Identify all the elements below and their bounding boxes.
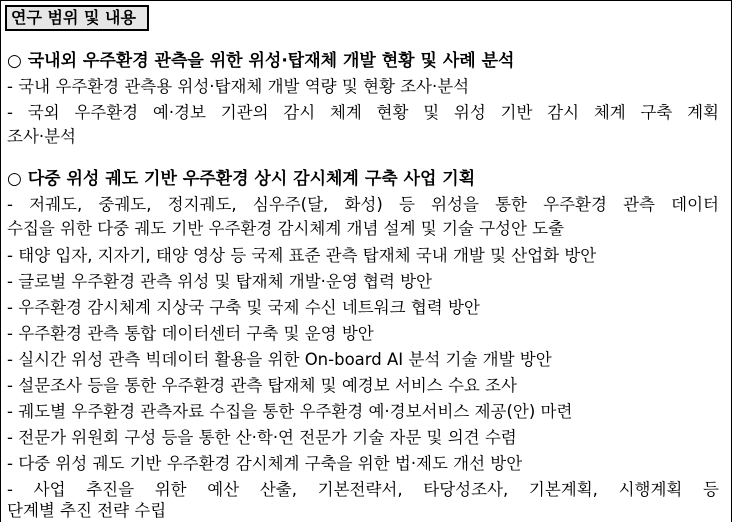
list-item: - 저궤도, 중궤도, 정지궤도, 심우주(달, 화성) 등 위성을 통한 우주환경 관측 데이터 [7, 195, 719, 214]
list-item: - 궤도별 우주환경 관측자료 수집을 통한 우주환경 예·경보서비스 제공(안) 마련 [7, 402, 573, 421]
list-item: - 국내 우주환경 관측용 위성·탑재체 개발 역량 및 현황 조사·분석 [7, 77, 470, 96]
list-item-continuation: 수집을 위한 다중 궤도 기반 우주환경 감시체계 개념 설계 및 기술 구성안 도출 [7, 219, 565, 238]
list-item: - 국외 우주환경 예·경보 기관의 감시 체계 현황 및 위성 기반 감시 체계 구축 계획 [7, 103, 719, 122]
list-item: - 전문가 위원회 구성 등을 통한 산·학·연 전문가 기술 자문 및 의견 수렴 [7, 428, 517, 447]
section-title: 연구 범위 및 내용 [5, 5, 149, 31]
list-item-continuation: 단계별 추진 전략 수립 [7, 501, 167, 520]
list-item: - 설문조사 등을 통한 우주환경 관측 탑재체 및 예경보 서비스 수요 조사 [7, 376, 517, 395]
section2-heading: ○ 다중 위성 궤도 기반 우주환경 상시 감시체계 구축 사업 기획 [7, 169, 476, 189]
list-item: - 실시간 위성 관측 빅데이터 활용을 위한 On-board AI 분석 기술 개발 방안 [7, 350, 552, 369]
section1-heading: ○ 국내외 우주환경 관측을 위한 위성·탑재체 개발 현황 및 사례 분석 [7, 51, 515, 71]
list-item: - 우주환경 감시체계 지상국 구축 및 국제 수신 네트워크 협력 방안 [7, 298, 480, 317]
list-item: - 글로벌 우주환경 관측 위성 및 탑재체 개발·운영 협력 방안 [7, 272, 432, 291]
list-item-continuation: 조사·분석 [7, 127, 77, 146]
list-item: - 사업 추진을 위한 예산 산출, 기본전략서, 타당성조사, 기본계획, 시행계획 등 [7, 480, 719, 499]
list-item: - 우주환경 관측 통합 데이터센터 구축 및 운영 방안 [7, 324, 374, 343]
list-item: - 태양 입자, 지자기, 태양 영상 등 국제 표준 관측 탑재체 국내 개발 및 산업화 방안 [7, 246, 597, 265]
list-item: - 다중 위성 궤도 기반 우주환경 감시체계 구축을 위한 법·제도 개선 방안 [7, 454, 523, 473]
